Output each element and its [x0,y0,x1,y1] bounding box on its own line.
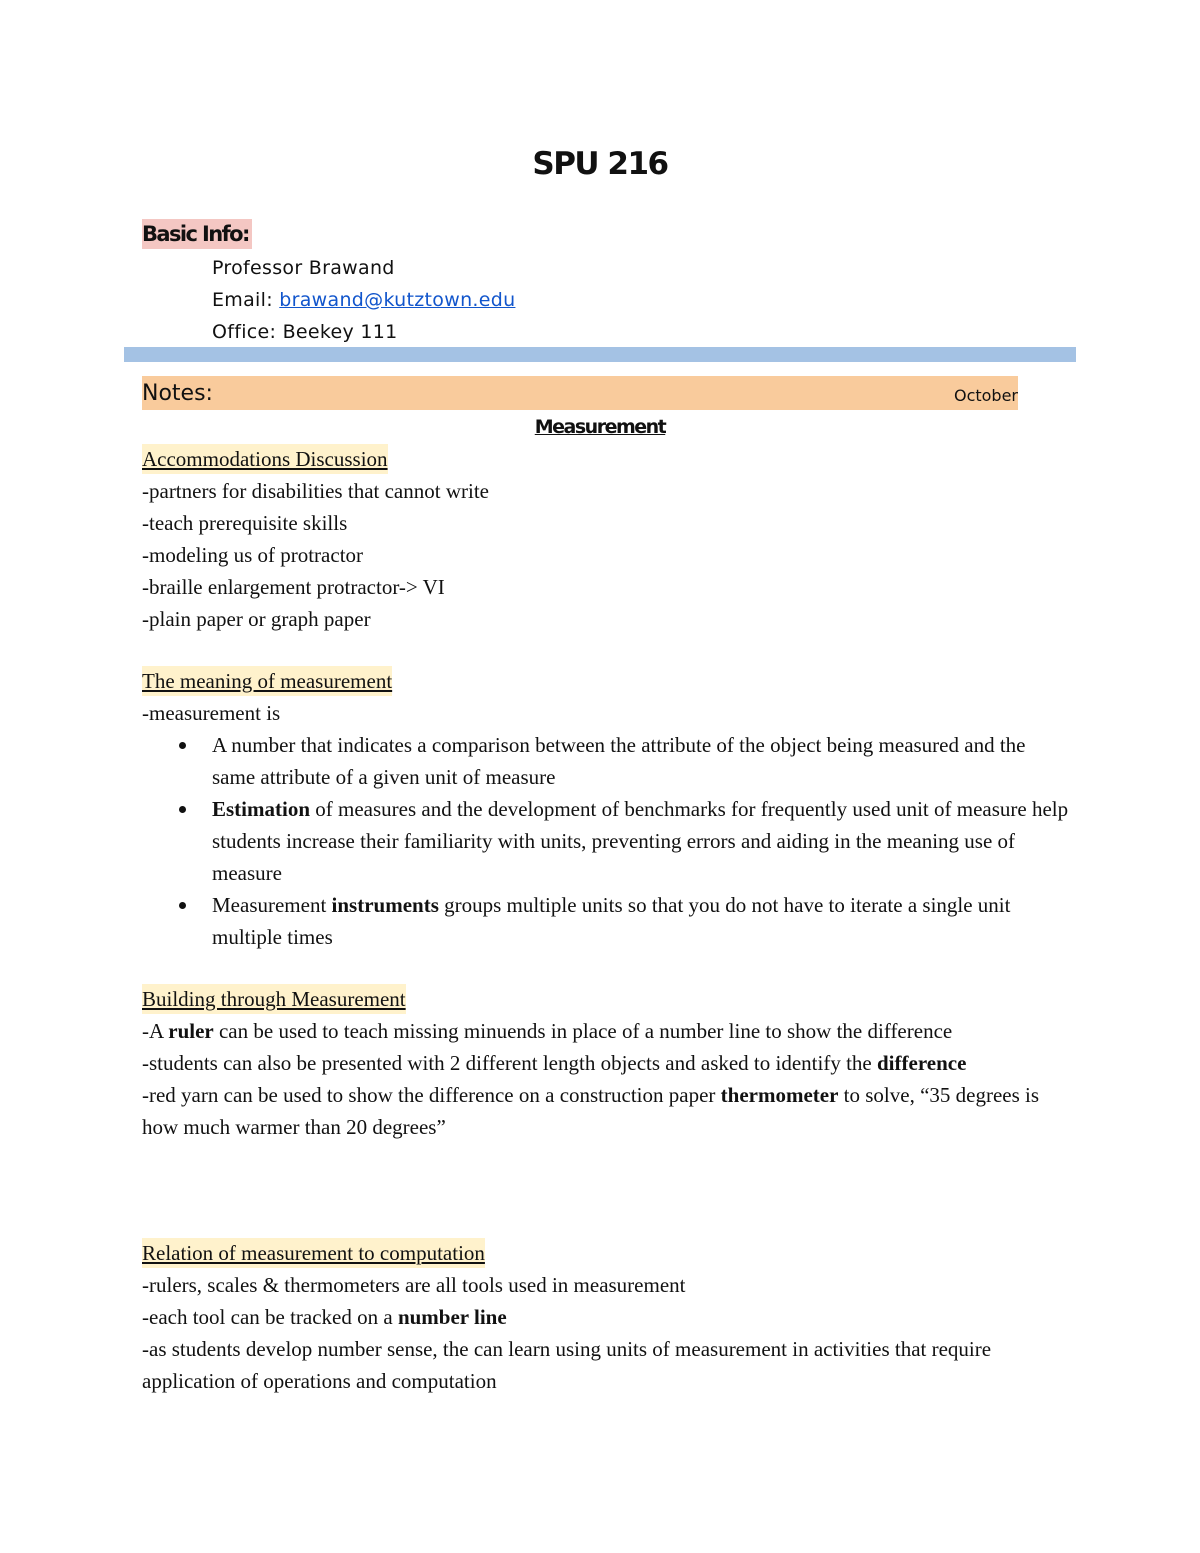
email-line [212,284,515,316]
list-item: -modeling us of protractor [142,543,364,567]
bullet-list [142,729,1072,953]
paragraph-line: -as students develop number sense, the can learn using units of measurement in activities that require application of operations and computation [142,1337,992,1393]
section-intro: -measurement is [142,701,281,725]
bullet-text: A number that indicates a comparison between the attribute of the object being measured and the same attribute of a given unit of measure [212,733,1026,789]
section-heading: Building through Measurement [142,984,406,1014]
list-item: -teach prerequisite skills [142,511,348,535]
bullet-text: of measures and the development of benchmarks for frequently used unit of measure help students increase their familiarity with units, preventing errors and aiding in the meaning use of measure [212,797,1069,885]
paragraph-line [142,1015,1072,1047]
bold-term: difference [877,1051,967,1075]
section-meaning [142,665,1072,953]
text: -red yarn can be used to show the difference on a construction paper [142,1083,721,1107]
paragraph-line: -rulers, scales & thermometers are all tools used in measurement [142,1273,686,1297]
bullet-item [212,793,1072,889]
list-item: -plain paper or graph paper [142,607,371,631]
bold-term: thermometer [720,1083,839,1107]
bold-term: Estimation [212,797,311,821]
email-link[interactable]: brawand@kutztown.edu [279,289,516,311]
section-accommodations [142,443,1072,635]
document-title: SPU 216 [532,146,668,182]
section-heading: Relation of measurement to computation [142,1238,485,1268]
bullet-item [212,729,1072,793]
bullet-item [212,889,1072,953]
list-item: -braille enlargement protractor-> VI [142,575,445,599]
section-building [142,983,1072,1143]
notes-date: October [953,386,1018,405]
text: -each tool can be tracked on a [142,1305,398,1329]
section-heading: Accommodations Discussion [142,444,388,474]
bold-term: ruler [168,1019,214,1043]
text: can be used to teach missing minuends in place of a number line to show the difference [213,1019,953,1043]
paragraph-line [142,1301,1072,1333]
bullet-text: Measurement [212,893,332,917]
email-label: Email: [212,289,280,311]
bullet-text: groups multiple units so that you do not have to iterate a single unit multiple times [212,893,1011,949]
section-relation [142,1237,1072,1397]
paragraph-line [142,1047,1072,1079]
list-item: -partners for disabilities that cannot write [142,479,489,503]
office-line: Office: Beekey 111 [212,321,398,343]
basic-info-label: Basic Info: [142,219,252,249]
paragraph-line [142,1079,1072,1143]
notes-header-bar [142,376,1018,410]
notes-subtitle: Measurement [534,416,666,438]
text: -A [142,1019,169,1043]
bold-term: number line [397,1305,507,1329]
text: -students can also be presented with 2 different length objects and asked to identify the [142,1051,877,1075]
section-divider [124,347,1076,362]
notes-label: Notes: [142,381,213,406]
section-heading: The meaning of measurement [142,666,392,696]
text: to solve, “35 degrees is how much warmer than 20 degrees” [142,1083,1040,1139]
professor-name: Professor Brawand [212,257,395,279]
bold-term: instruments [331,893,439,917]
